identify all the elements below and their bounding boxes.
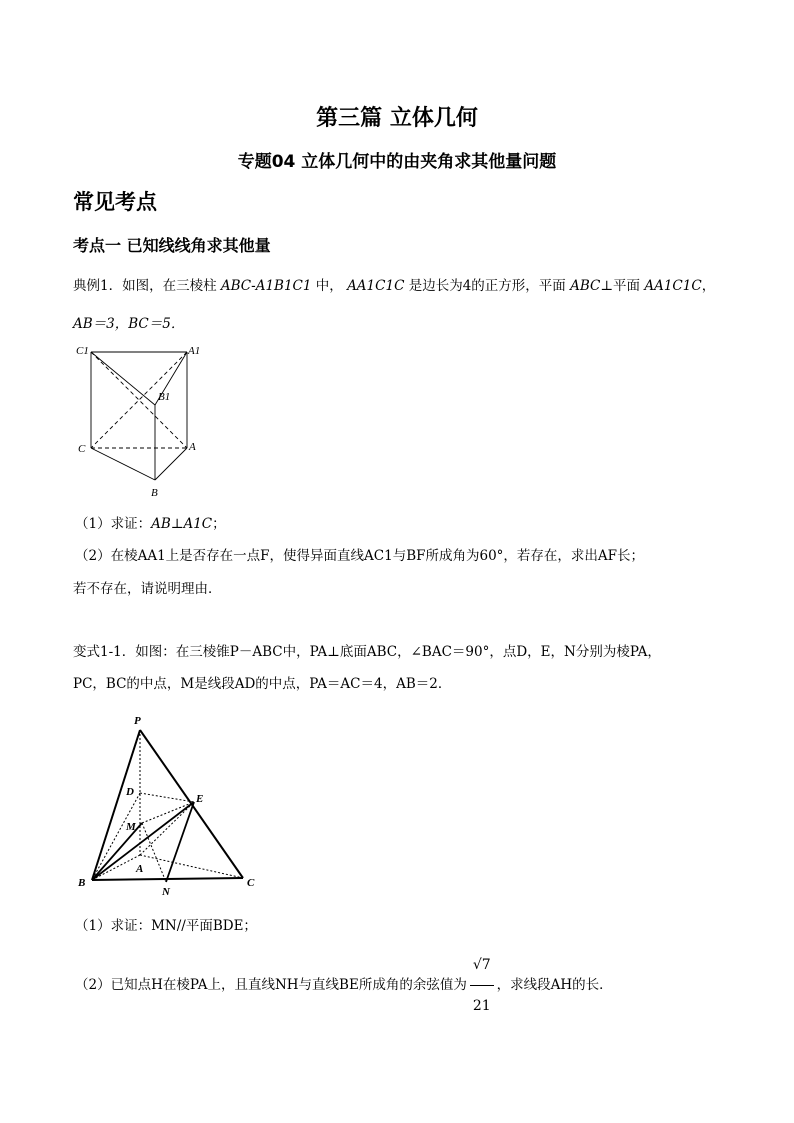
edge-a-e [140,802,194,855]
edge-a-c [140,855,243,878]
edge-e-n [166,802,194,882]
page-title: 第三篇 立体几何 [316,106,478,131]
section-heading: 常见考点 [73,190,157,214]
label-m: M [126,821,136,833]
edge-a-b [155,448,187,480]
pyramid-figure [70,710,270,895]
fraction-numerator: √7 [470,945,494,986]
example1-text: 平面 [613,278,641,294]
example1-text: ， [701,278,716,294]
edge-m-e [142,802,194,823]
label-a: A [136,863,144,875]
edge-c-b [91,448,155,480]
page-subtitle: 专题04 立体几何中的由夹角求其他量问题 [237,152,557,172]
question-number: （1）求证： [75,516,152,532]
prism-figure [70,338,210,503]
label-b: B [78,877,86,889]
example1-question2-line1: （2）在棱AA1上是否存在一点F，使得异面直线AC1与BF所成角为60°，若存在，求出AF长； [75,548,645,564]
example1-line2: AB＝3，BC＝5． [73,316,185,332]
subsection-heading: 考点一 已知线线角求其他量 [73,236,271,255]
fraction-denominator: 21 [472,998,491,1014]
label-c: C [78,443,86,455]
variant1-line1: 变式1-1．如图：在三棱锥P－ABC中，PA⊥底面ABC，∠BAC＝90°，点D，E，N分别为棱PA， [73,644,661,660]
variant1-question1: （1）求证：MN//平面BDE； [75,918,257,934]
label-a1: A1 [188,345,201,357]
perp-symbol: ⊥ [600,278,614,294]
edge-p-b [92,730,140,880]
question-text: （2）已知点H在棱PA上，且直线NH与直线BE所成角的余弦值为 [75,977,467,993]
label-b: B [151,487,158,499]
variant1-question2 [75,945,613,1026]
label-c1: C1 [76,345,89,357]
example1-text: 中， [315,278,343,294]
example1-line1 [73,276,715,296]
label-n: N [162,886,170,895]
example1-question2-line2: 若不存在，请说明理由． [73,581,222,597]
example1-text: 典例1．如图，在三棱柱 [73,278,217,294]
prism-name: ABC-A1B1C1 [220,278,312,294]
cosine-fraction [470,945,494,1026]
variant1-line2: PC，BC的中点，M是线段AD的中点，PA＝AC＝4，AB＝2． [73,676,452,692]
question-formula: AB⊥A1C [151,516,213,532]
label-p: P [134,715,141,727]
example1-question1 [75,514,226,534]
question-text: ，求线段AH的长． [496,977,613,993]
square-face: AA1C1C [347,278,405,294]
plane-abc: ABC [570,278,601,294]
edge-c1-b1 [91,352,155,405]
label-e: E [196,793,204,805]
label-d: D [126,786,134,798]
plane-aa1c1c: AA1C1C [644,278,702,294]
label-b1: B1 [158,391,171,403]
label-a: A [189,441,196,453]
example1-text: 是边长为4的正方形，平面 [408,278,566,294]
label-c: C [247,877,255,889]
question-punct: ； [212,516,226,532]
